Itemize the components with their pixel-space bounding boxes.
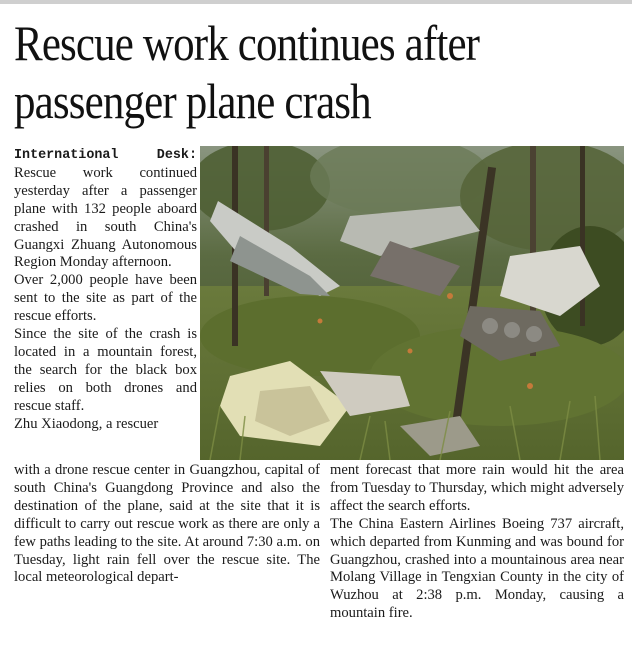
headline bbox=[14, 14, 539, 130]
article-paragraph-2: Over 2,000 people have been sent to the site as part of the rescue efforts. bbox=[14, 272, 197, 325]
top-rule bbox=[0, 0, 632, 4]
article-paragraph-1 bbox=[14, 146, 197, 272]
headline-line-1: Rescue work continues after bbox=[14, 15, 480, 71]
article-column-1 bbox=[14, 146, 197, 434]
paragraph-1-text: Rescue work continued yesterday after a passenger plane with 132 people aboard crashed in south China's Guangxi Zhuang Autonomous Region Monday afternoon. bbox=[14, 164, 197, 271]
dateline: International Desk: bbox=[14, 148, 197, 163]
article-paragraph-4-cont: with a drone rescue center in Guangzhou, capital of south China's Guangdong Province and also the destination of the plane, said at the site that it is difficult to carry out rescue work as there are only a few paths leading to the site. At around 7:30 a.m. on Tuesday, light rain fell over the rescue site. The local meteorological depart- bbox=[14, 462, 320, 586]
article-paragraph-6: The China Eastern Airlines Boeing 737 aircraft, which departed from Kunming and was bound for Guangzhou, crashed into a mountainous area near Molang Village in Tengxian County in the city of Wuzhou at 2:38 p.m. Monday, causing a mountain fire. bbox=[330, 515, 624, 622]
article-paragraph-4-start: Zhu Xiaodong, a rescuer bbox=[14, 415, 159, 432]
article-column-3 bbox=[330, 462, 624, 623]
headline-line-2: passenger plane crash bbox=[14, 73, 371, 129]
article-paragraph-5: ment forecast that more rain would hit the area from Tuesday to Thursday, which might adversely affect the search efforts. bbox=[330, 462, 624, 514]
article-paragraph-3: Since the site of the crash is located in a mountain forest, the search for the black box relies on both drones and rescue staff. bbox=[14, 326, 197, 414]
crash-site-photo bbox=[200, 146, 624, 460]
crash-site-image bbox=[200, 146, 624, 460]
article-column-2 bbox=[14, 462, 320, 587]
